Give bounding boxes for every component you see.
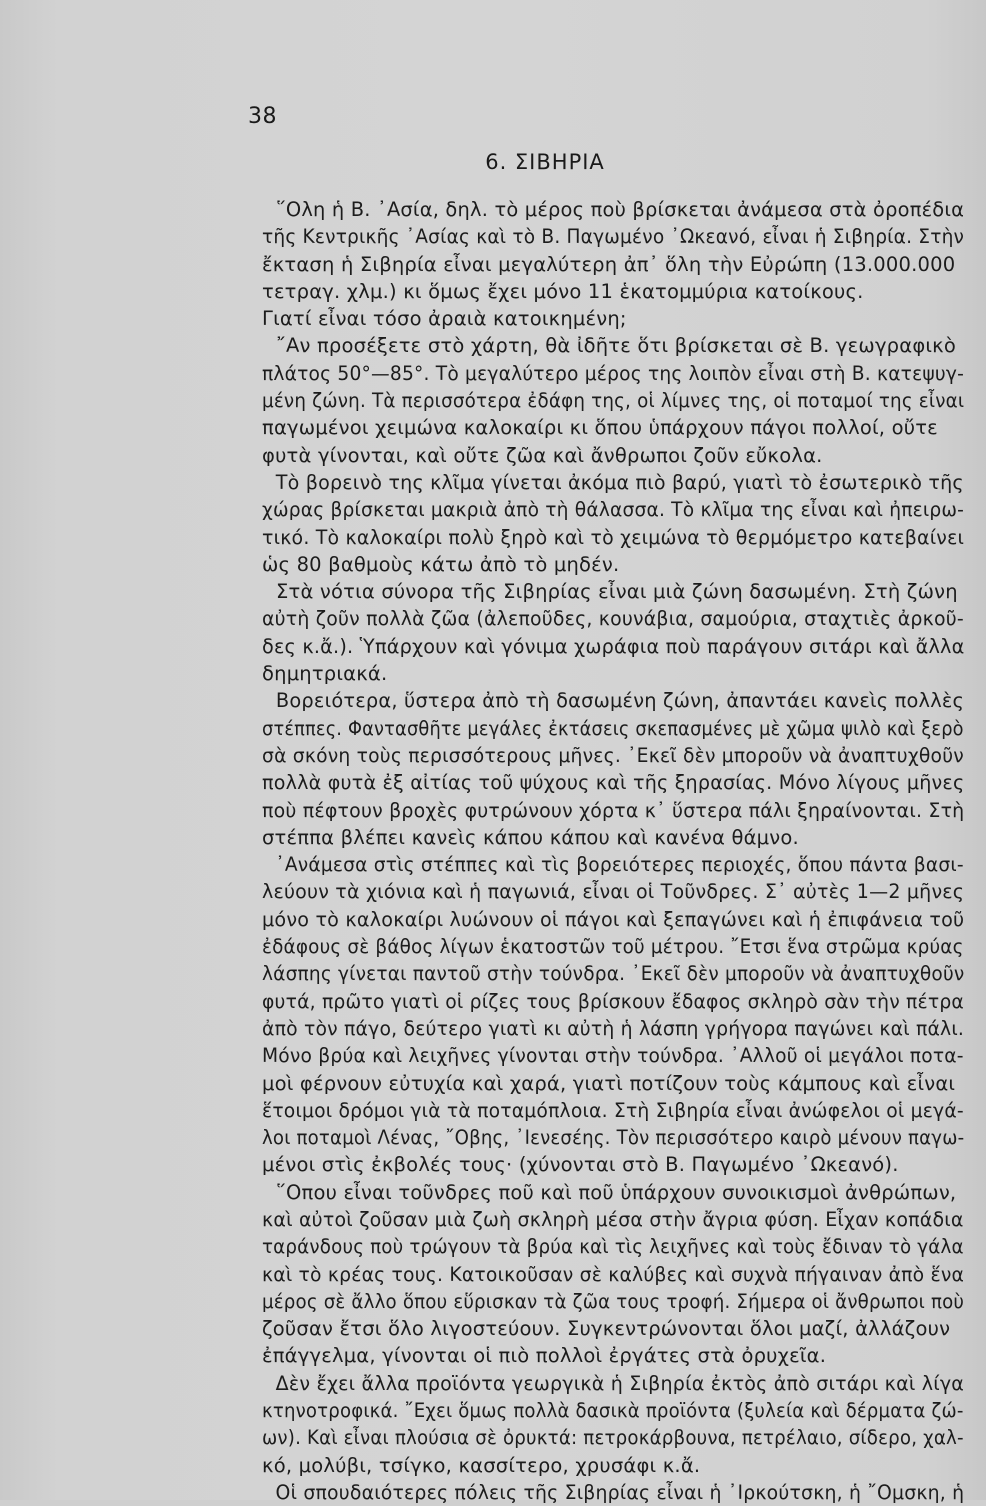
text-line: Βορειότερα, ὕστερα ἀπὸ τὴ δασωμένη ζώνη, ἀπαντάει κανεὶς πολλὲς	[275, 689, 965, 713]
text-line: αὐτὴ ζοῦν πολλὰ ζῶα (ἀλεποῦδες, κουνάβια, σαμούρια, σταχτιὲς ἀρκοῦ-	[262, 607, 964, 631]
text-line: τικό. Τὸ καλοκαίρι πολὺ ξηρὸ καὶ τὸ χειμώνα τὸ θερμόμετρο κατεβαίνει	[262, 525, 965, 549]
text-line: Μόνο βρύα καὶ λειχῆνες γίνονται στὴν τούνδρα. ᾿Αλλοῦ οἱ μεγάλοι ποτα-	[262, 1044, 964, 1068]
text-line: Γιατί εἶναι τόσο ἀραιὰ κατοικημένη;	[262, 307, 627, 331]
text-line: τῆς Κεντρικῆς ᾿Ασίας καὶ τὸ Β. Παγωμένο ᾿Ωκεανό, εἶναι ἡ Σιβηρία. Στὴν	[262, 225, 965, 249]
text-line: δημητριακά.	[262, 662, 388, 686]
text-line: λάσπης γίνεται παντοῦ στὴν τούνδρα. ᾿Εκεῖ δὲν μποροῦν νὰ ἀναπτυχθοῦν	[262, 962, 965, 986]
text-line: λοι ποταμοὶ Λένας, ῎Οβης, ᾿Ιενεσέης. Τὸν περισσότερο καιρὸ μένουν παγω-	[262, 1126, 965, 1150]
text-line: πλάτος 50°—85°. Τὸ μεγαλύτερο μέρος της λοιπὸν εἶναι στὴ Β. κατεψυγ-	[262, 361, 964, 385]
text-line: κτηνοτροφικά. ῎Εχει ὅμως πολλὰ δασικὰ προϊόντα (ξυλεία καὶ δέρματα ζώ-	[262, 1399, 964, 1423]
text-line: ῎Αν προσέξετε στὸ χάρτη, θὰ ἰδῆτε ὅτι βρίσκεται σὲ Β. γεωγραφικὸ	[276, 334, 956, 358]
text-line: ἕτοιμοι δρόμοι γιὰ τὰ ποταμόπλοια. Στὴ Σιβηρία εἶναι ἀνώφελοι οἱ μεγά-	[262, 1098, 964, 1122]
text-line: ποὺ πέφτουν βροχὲς φυτρώνουν χόρτα κ᾿ ὕστερα πάλι ξηραίνονται. Στὴ	[262, 798, 965, 822]
text-line: παγωμένοι χειμώνα καλοκαίρι κι ὅπου ὑπάρχουν πάγοι πολλοί, οὔτε	[262, 416, 938, 440]
text-line: ῞Ολη ἡ Β. ᾿Ασία, δηλ. τὸ μέρος ποὺ βρίσκεται ἀνάμεσα στὰ ὀροπέδια	[275, 198, 965, 221]
text-line: ἔκταση ἡ Σιβηρία εἶναι μεγαλύτερη ἀπ᾿ ὅλη τὴν Εὐρώπη (13.000.000	[262, 252, 956, 276]
text-line: καὶ αὐτοὶ ζοῦσαν μιὰ ζωὴ σκληρὴ μέσα στὴν ἄγρια φύση. Εἶχαν κοπάδια	[262, 1207, 964, 1231]
body-text	[262, 196, 964, 1506]
text-line: ζοῦσαν ἔτσι ὅλο λιγοστεύουν. Συγκεντρώνονται ὅλοι μαζί, ἀλλάζουν	[262, 1317, 951, 1341]
text-line: μόνο τὸ καλοκαίρι λυώνουν οἱ πάγοι καὶ ξεπαγώνει καὶ ἡ ἐπιφάνεια τοῦ	[262, 907, 965, 931]
text-line: ταράνδους ποὺ τρώγουν τὰ βρύα καὶ τὶς λειχῆνες καὶ τοὺς ἔδιναν τὸ γάλα	[262, 1235, 964, 1259]
text-line: ἐδάφους σὲ βάθος λίγων ἑκατοστῶν τοῦ μέτρου. ῎Ετσι ἕνα στρῶμα κρύας	[262, 935, 964, 959]
text-line: μένη ζώνη. Τὰ περισσότερα ἐδάφη της, οἱ λίμνες της, οἱ ποταμοί της εἶναι	[262, 389, 965, 413]
text-line: χώρας βρίσκεται μακριὰ ἀπὸ τὴ θάλασσα. Τὸ κλῖμα της εἶναι καὶ ἠπειρω-	[262, 498, 965, 522]
text-line: μένοι στὶς ἐκβολές τους· (χύνονται στὸ Β. Παγωμένο ᾿Ωκεανό).	[262, 1153, 899, 1177]
text-line: ᾿Ανάμεσα στὶς στέππες καὶ τὶς βορειότερες περιοχές, ὅπου πάντα βασι-	[275, 853, 964, 877]
text-line: δες κ.ἄ.). Ὑπάρχουν καὶ γόνιμα χωράφια ποὺ παράγουν σιτάρι καὶ ἄλλα	[262, 634, 965, 658]
text-line: φυτὰ γίνονται, καὶ οὔτε ζῶα καὶ ἄνθρωποι ζοῦν εὔκολα.	[262, 443, 823, 467]
text-line: στέππα βλέπει κανεὶς κάπου κάπου καὶ κανένα θάμνο.	[262, 825, 799, 849]
text-line: φυτά, πρῶτο γιατὶ οἱ ρίζες τους βρίσκουν ἔδαφος σκληρὸ σὰν τὴν πέτρα	[262, 989, 964, 1013]
text-line: ἐπάγγελμα, γίνονται οἱ πιὸ πολλοὶ ἐργάτες στὰ ὀρυχεῖα.	[262, 1344, 827, 1368]
text-line: πολλὰ φυτὰ ἐξ αἰτίας τοῦ ψύχους καὶ τῆς ξηρασίας. Μόνο λίγους μῆνες	[262, 771, 965, 795]
text-line: σὰ σκόνη τοὺς περισσότερους μῆνες. ᾿Εκεῖ δὲν μποροῦν νὰ ἀναπτυχθοῦν	[262, 743, 964, 767]
text-line: ων). Καὶ εἶναι πλούσια σὲ ὀρυκτά: πετροκάρβουνα, πετρέλαιο, σίδερο, χαλ-	[262, 1426, 964, 1450]
text-line: Οἱ σπουδαιότερες πόλεις τῆς Σιβηρίας εἶναι ἡ ᾿Ιρκούτσκη, ἡ ῎Ομσκη, ἡ	[275, 1480, 965, 1504]
text-line: καὶ τὸ κρέας τους. Κατοικοῦσαν σὲ καλύβες καὶ συχνὰ πήγαιναν ἀπὸ ἕνα	[262, 1262, 965, 1286]
text-line: ὡς 80 βαθμοὺς κάτω ἀπὸ τὸ μηδέν.	[262, 552, 620, 576]
text-line: Τὸ βορεινὸ της κλῖμα γίνεται ἀκόμα πιὸ βαρύ, γιατὶ τὸ ἐσωτερικὸ τῆς	[275, 470, 964, 494]
text-line: λεύουν τὰ χιόνια καὶ ἡ παγωνιά, εἶναι οἱ Τοῦνδρες. Σ᾿ αὐτὲς 1—2 μῆνες	[262, 880, 965, 904]
text-line: μέρος σὲ ἄλλο ὅπου εὕρισκαν τὰ ζῶα τους τροφή. Σήμερα οἱ ἄνθρωποι ποὺ	[262, 1289, 965, 1313]
text-line: τετραγ. χλμ.) κι ὅμως ἔχει μόνο 11 ἑκατομμύρια κατοίκους.	[262, 279, 864, 303]
chapter-title: 6. ΣΙΒΗΡΙΑ	[485, 150, 605, 174]
text-line: κό, μολύβι, τσίγκο, κασσίτερο, χρυσάφι κ.ἄ.	[262, 1453, 701, 1477]
text-line: Δὲν ἔχει ἄλλα προϊόντα γεωργικὰ ἡ Σιβηρία ἐκτὸς ἀπὸ σιτάρι καὶ λίγα	[275, 1371, 965, 1395]
page-number: 38	[248, 104, 277, 129]
text-line: στέππες. Φαντασθῆτε μεγάλες ἐκτάσεις σκεπασμένες μὲ χῶμα ψιλὸ καὶ ξερὸ	[262, 716, 964, 740]
text-line: ἀπὸ τὸν πάγο, δεύτερο γιατὶ κι αὐτὴ ἡ λάσπη γρήγορα παγώνει καὶ πάλι.	[262, 1016, 965, 1040]
text-line: μοὶ φέρνουν εὐτυχία καὶ χαρά, γιατὶ ποτίζουν τοὺς κάμπους καὶ εἶναι	[262, 1071, 956, 1095]
text-line: ῞Οπου εἶναι τοῦνδρες ποῦ καὶ ποῦ ὑπάρχουν συνοικισμοὶ ἀνθρώπων,	[276, 1180, 957, 1204]
text-line: Στὰ νότια σύνορα τῆς Σιβηρίας εἶναι μιὰ ζώνη δασωμένη. Στὴ ζώνη	[276, 580, 958, 604]
